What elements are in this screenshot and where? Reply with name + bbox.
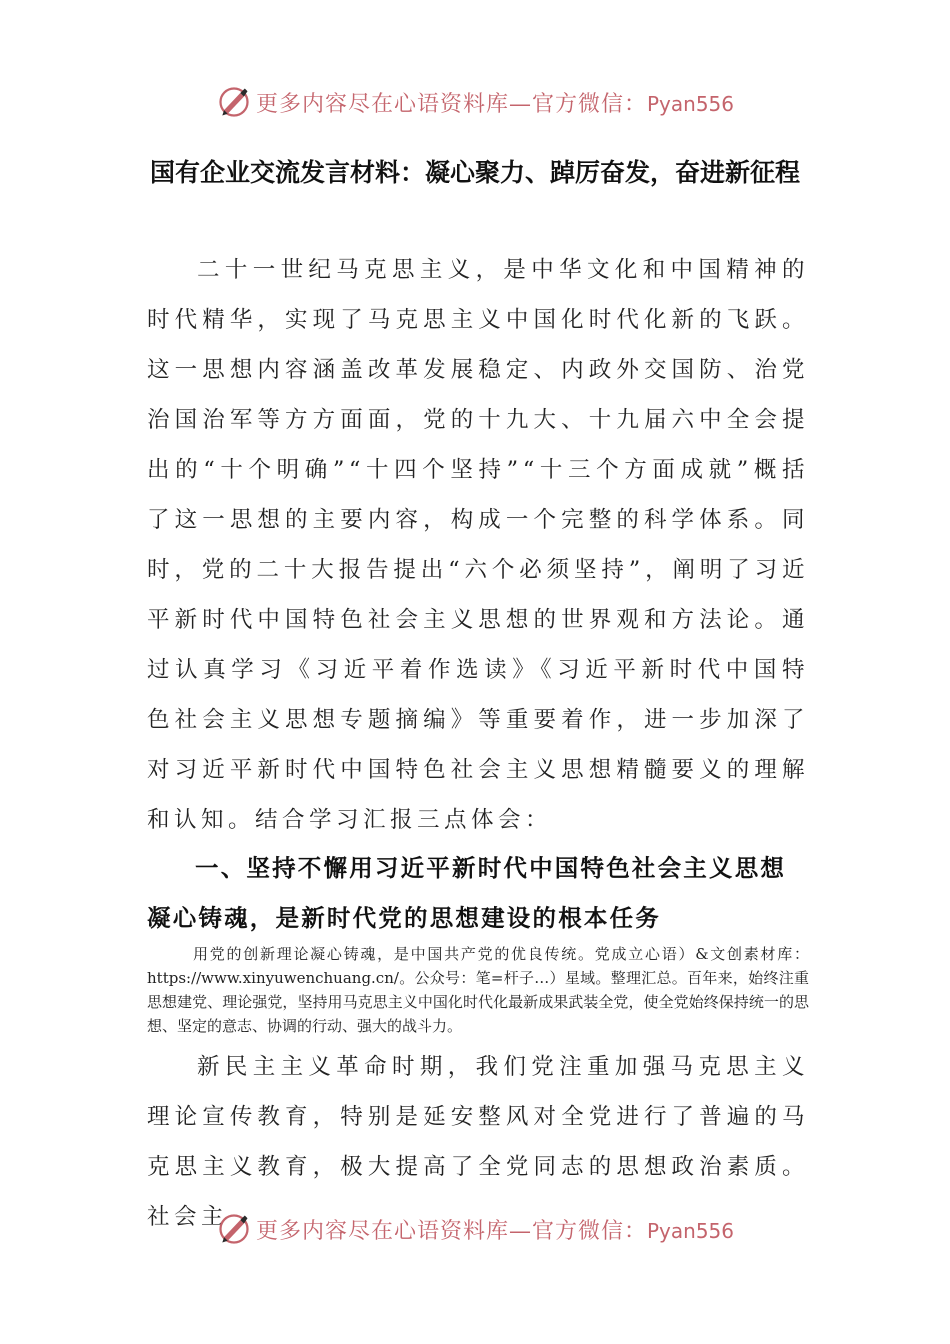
banner-text — [256, 1214, 734, 1245]
small-print-paragraph: 用党的创新理论凝心铸魂，是中国共产党的优良传统。党成立心语）&文创素材库：https://www.xinyuwenchuang.cn/。公众号：笔=杆子…）星域。整理汇总。百年来，始终注重思想建党、理论强党，坚持用马克思主义中国化时代化最新成果武装全党，使全党始终保持统一的思想、坚定的意志、协调的行动、强大的战斗力。 — [147, 945, 809, 1035]
wechat-id: Pyan556 — [647, 1218, 735, 1243]
body-paragraph-2: 新民主主义革命时期，我们党注重加强马克思主义理论宣传教育，特别是延安整风对全党进行了普遍的马克思主义教育，极大提高了全党同志的思想政治素质。社会主 — [147, 1054, 809, 1230]
banner-label: 更多内容尽在心语资料库—官方微信： — [255, 91, 647, 117]
pen-logo-icon — [216, 1211, 252, 1247]
body-paragraph-1: 二十一世纪马克思主义，是中华文化和中国精神的时代精华，实现了马克思主义中国化时代化新的飞跃。这一思想内容涵盖改革发展稳定、内政外交国防、治党治国治军等方方面面，党的十九大、十九届六中全会提出的“十个明确”“十四个坚持”“十三个方面成就”概括了这一思想的主要内容，构成一个完整的科学体系。同时，党的二十大报告提出“六个必须坚持”，阐明了习近平新时代中国特色社会主义思想的世界观和方法论。通过认真学习《习近平着作选读》《习近平新时代中国特色社会主义思想专题摘编》等重要着作，进一步加深了对习近平新时代中国特色社会主义思想精髓要义的理解和认知。结合学习汇报三点体会： — [147, 257, 809, 833]
banner-label: 更多内容尽在心语资料库—官方微信： — [255, 1218, 647, 1244]
header-banner — [0, 80, 950, 124]
section-heading-1: 一、坚持不懈用习近平新时代中国特色社会主义思想凝心铸魂，是新时代党的思想建设的根本任务 — [147, 854, 787, 932]
wechat-id: Pyan556 — [647, 91, 735, 116]
banner-text — [256, 87, 734, 118]
document-title: 国有企业交流发言材料：凝心聚力、踔厉奋发，奋进新征程 — [149, 158, 800, 187]
footer-banner — [0, 1207, 950, 1251]
pen-logo-icon — [216, 84, 252, 120]
